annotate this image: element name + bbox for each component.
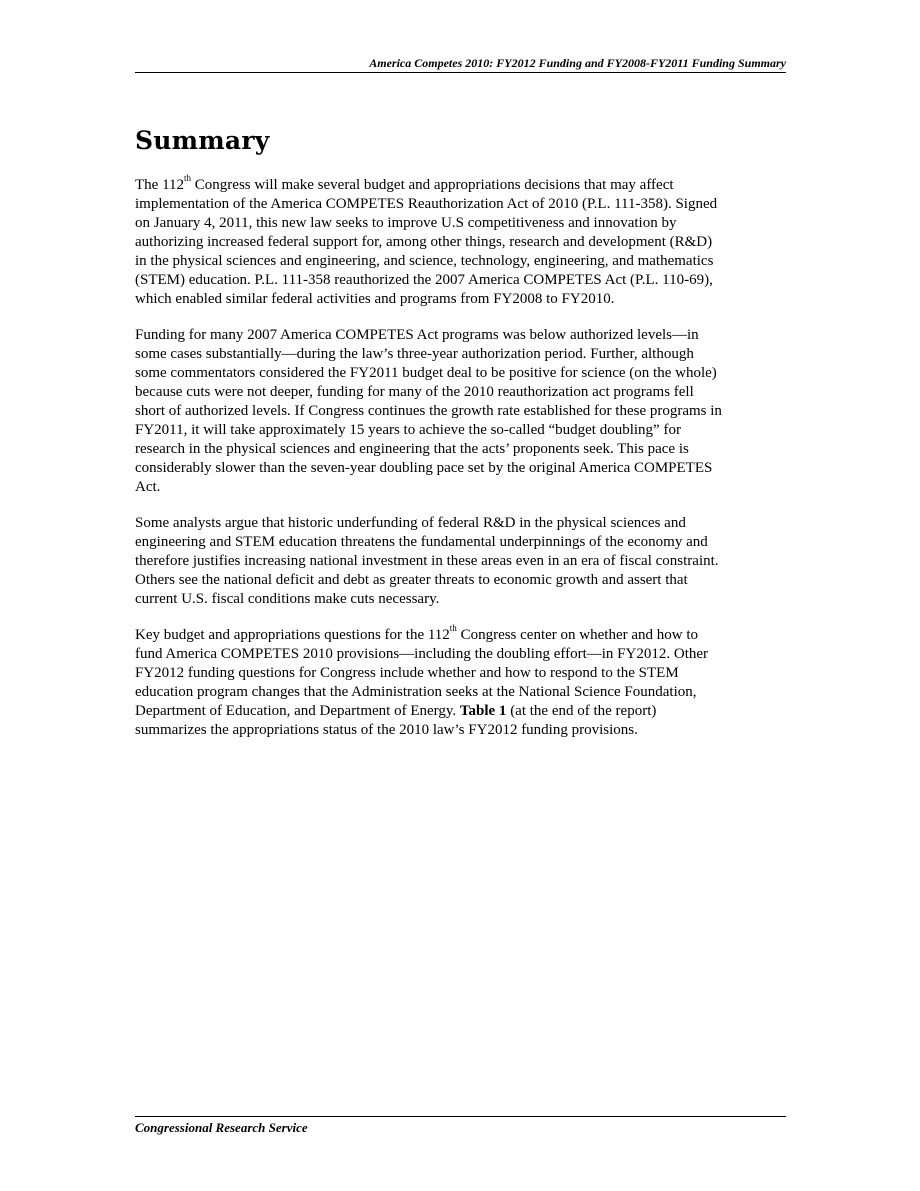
text-line: Funding for many 2007 America COMPETES Act programs was below authorized levels—in bbox=[135, 327, 699, 343]
text-line: some commentators considered the FY2011 budget deal to be positive for science (on the whole) bbox=[135, 365, 717, 381]
text-line bbox=[135, 173, 786, 195]
text-line: short of authorized levels. If Congress continues the growth rate established for these programs in bbox=[135, 403, 722, 419]
text-line: which enabled similar federal activities and programs from FY2008 to FY2010. bbox=[135, 291, 615, 307]
text-run: Key budget and appropriations questions for the 112 bbox=[135, 627, 450, 643]
text-line: Some analysts argue that historic underfunding of federal R&D in the physical sciences and bbox=[135, 515, 686, 531]
text-line: authorizing increased federal support for, among other things, research and development (R&D) bbox=[135, 234, 713, 250]
text-line: Others see the national deficit and debt as greater threats to economic growth and assert that bbox=[135, 572, 688, 588]
text-line: research in the physical sciences and engineering that the acts’ proponents seek. This pace is bbox=[135, 441, 689, 457]
paragraph-gap bbox=[135, 497, 786, 514]
text-line: some cases substantially—during the law’s three-year authorization period. Further, although bbox=[135, 346, 694, 362]
paragraph-gap bbox=[135, 609, 786, 626]
text-run: Congress center on whether and how to bbox=[456, 627, 698, 643]
text-line: considerably slower than the seven-year doubling pace set by the original America COMPETES bbox=[135, 460, 713, 476]
text-line bbox=[135, 702, 786, 721]
paragraph-gap bbox=[135, 309, 786, 326]
text-line: therefore justifies increasing national investment in these areas even in an era of fiscal constraint. bbox=[135, 553, 719, 569]
text-run: Department of Education, and Department of Energy. bbox=[135, 703, 460, 719]
text-line bbox=[135, 623, 786, 645]
text-line: FY2012 funding questions for Congress include whether and how to respond to the STEM bbox=[135, 665, 679, 681]
paragraph-3 bbox=[135, 514, 786, 609]
text-line: because cuts were not deeper, funding for many of the 2010 reauthorization act programs fell bbox=[135, 384, 694, 400]
text-run: (at the end of the report) bbox=[506, 703, 657, 719]
table-reference: Table 1 bbox=[459, 703, 507, 719]
text-line: on January 4, 2011, this new law seeks to improve U.S competitiveness and innovation by bbox=[135, 215, 677, 231]
text-line: implementation of the America COMPETES Reauthorization Act of 2010 (P.L. 111-358). Signed bbox=[135, 196, 718, 212]
header-rule bbox=[135, 72, 786, 73]
text-line: education program changes that the Administration seeks at the National Science Foundation, bbox=[135, 684, 697, 700]
ordinal-superscript: th bbox=[184, 173, 192, 183]
text-line: fund America COMPETES 2010 provisions—including the doubling effort—in FY2012. Other bbox=[135, 646, 709, 662]
text-line: current U.S. fiscal conditions make cuts necessary. bbox=[135, 591, 440, 607]
paragraph-2 bbox=[135, 326, 786, 497]
text-run: Congress will make several budget and appropriations decisions that may affect bbox=[191, 177, 674, 193]
paragraph-4 bbox=[135, 623, 786, 740]
text-line: in the physical sciences and engineering, and science, technology, engineering, and mathematics bbox=[135, 253, 714, 269]
summary-body bbox=[135, 173, 786, 740]
running-header: America Competes 2010: FY2012 Funding and FY2008-FY2011 Funding Summary bbox=[369, 56, 786, 70]
paragraph-1 bbox=[135, 173, 786, 309]
text-line: Act. bbox=[135, 479, 161, 495]
text-line: FY2011, it will take approximately 15 years to achieve the so-called “budget doubling” for bbox=[135, 422, 681, 438]
page-title: Summary bbox=[135, 126, 270, 155]
text-line: summarizes the appropriations status of the 2010 law’s FY2012 funding provisions. bbox=[135, 722, 638, 738]
text-line: (STEM) education. P.L. 111-358 reauthorized the 2007 America COMPETES Act (P.L. 110-69), bbox=[135, 272, 713, 288]
text-run: The 112 bbox=[135, 177, 185, 193]
ordinal-superscript: th bbox=[449, 623, 457, 633]
page-footer: Congressional Research Service bbox=[135, 1120, 308, 1135]
text-line: engineering and STEM education threatens the fundamental underpinnings of the economy and bbox=[135, 534, 708, 550]
footer-rule bbox=[135, 1116, 786, 1117]
